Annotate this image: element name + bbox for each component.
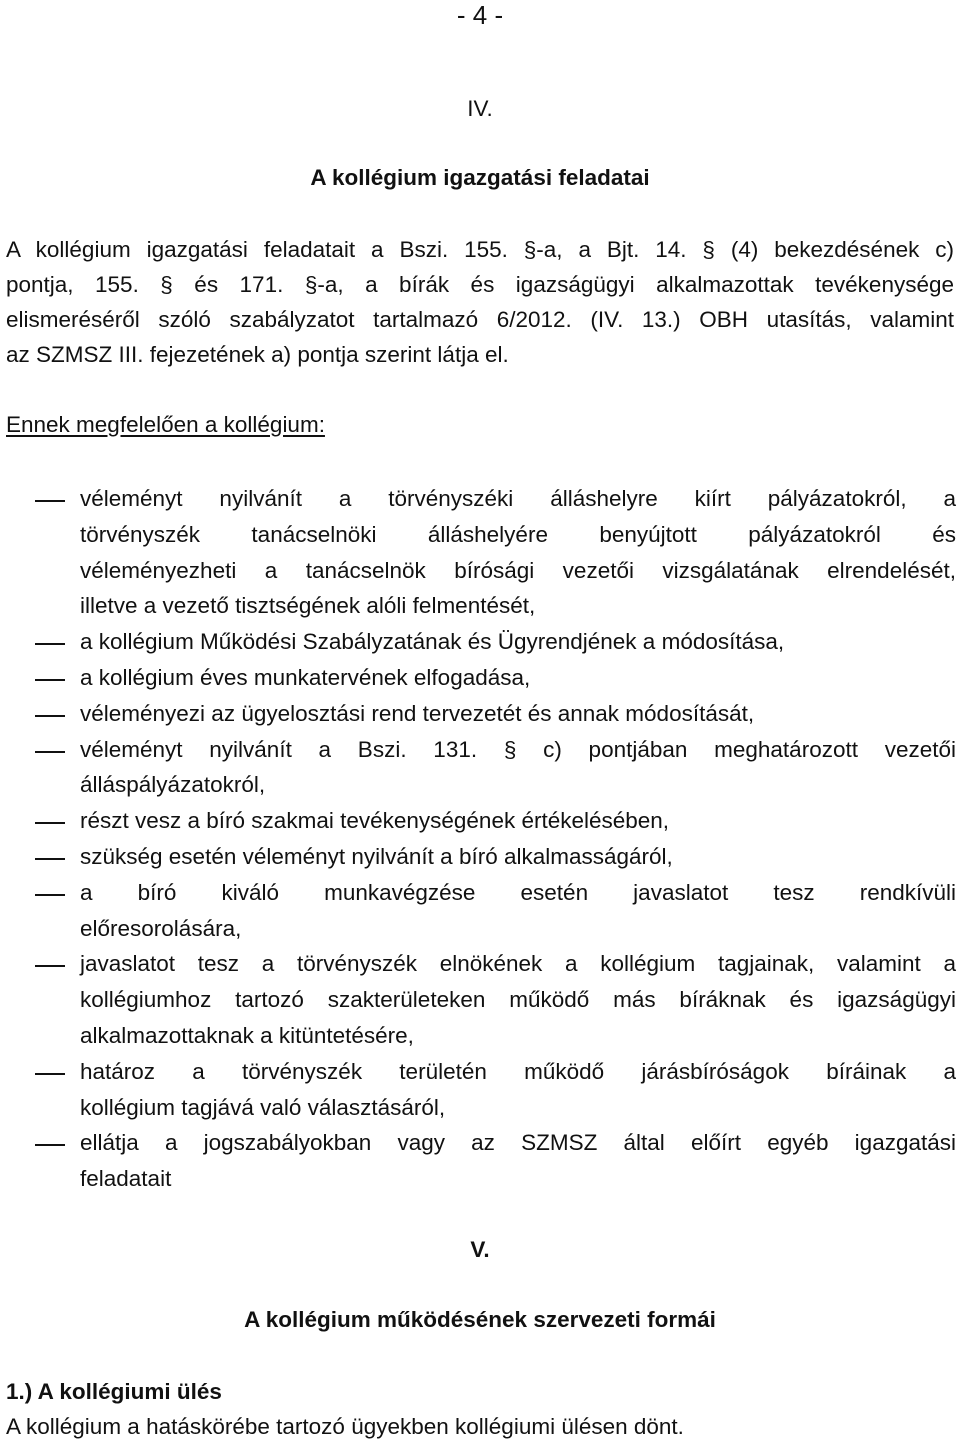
- list-item-line: javaslatot tesz a törvényszék elnökének a kollégium tagjainak, valamint a: [80, 951, 956, 977]
- list-item-line: álláspályázatokról,: [80, 772, 266, 798]
- list-item-line: véleményt nyilvánít a törvényszéki álláshelyre kiírt pályázatokról, a: [80, 486, 956, 511]
- list-item-line: ellátja a jogszabályokban vagy az SZMSZ által előírt egyéb igazgatási: [80, 1130, 956, 1156]
- dash-bullet-icon: [35, 858, 65, 860]
- intro-line: pontja, 155. § és 171. §-a, a bírák és igazságügyi alkalmazottak tevékenysége: [6, 272, 954, 297]
- subsection-heading: 1.) A kollégiumi ülés: [6, 1379, 222, 1404]
- page-number: - 4 -: [456, 0, 504, 30]
- list-item-line: véleményt nyilvánít a Bszi. 131. § c) pontjában meghatározott vezetői: [80, 736, 956, 762]
- list-item-line: véleményezheti a tanácselnök bírósági vezetői vizsgálatának elrendelését,: [80, 557, 956, 583]
- dash-bullet-icon: [35, 500, 65, 502]
- dash-bullet-icon: [35, 643, 65, 645]
- section-v-numeral: V.: [470, 1237, 490, 1262]
- dash-bullet-icon: [35, 1073, 65, 1075]
- list-item-line: alkalmazottaknak a kitüntetésére,: [80, 1022, 414, 1048]
- list-item-line: a bíró kiváló munkavégzése esetén javaslatot tesz rendkívüli: [80, 879, 956, 905]
- dash-bullet-icon: [35, 751, 65, 753]
- dash-bullet-icon: [35, 822, 65, 824]
- section-iv-heading: A kollégium igazgatási feladatai: [310, 165, 650, 190]
- list-item-line: kollégiumhoz tartozó szakterületeken működő más bíráknak és igazságügyi: [80, 987, 956, 1013]
- list-item-line: szükség esetén véleményt nyilvánít a bíró alkalmasságáról,: [80, 844, 673, 869]
- intro-line: A kollégium igazgatási feladatait a Bszi. 155. §-a, a Bjt. 14. § (4) bekezdésének c): [6, 237, 954, 262]
- dash-bullet-icon: [35, 1144, 65, 1146]
- list-item-line: előresorolására,: [80, 915, 242, 941]
- dash-bullet-icon: [35, 715, 65, 717]
- dash-bullet-icon: [35, 965, 65, 967]
- list-item-line: a kollégium Működési Szabályzatának és Ügyrendjének a módosítása,: [80, 629, 785, 655]
- list-item-line: kollégium tagjává való választásáról,: [80, 1094, 446, 1120]
- subsection-text: A kollégium a hatáskörébe tartozó ügyekben kollégiumi ülésen dönt.: [6, 1414, 684, 1439]
- list-item-line: törvényszék tanácselnöki álláshelyére benyújtott pályázatokról és: [80, 521, 956, 547]
- list-item-line: illetve a vezető tisztségének alóli felmentését,: [80, 593, 536, 619]
- list-item-line: a kollégium éves munkatervének elfogadása,: [80, 665, 531, 690]
- list-intro: Ennek megfelelően a kollégium:: [6, 412, 325, 437]
- intro-line: az SZMSZ III. fejezetének a) pontja szerint látja el.: [6, 342, 509, 367]
- section-iv-numeral: IV.: [467, 96, 493, 121]
- section-v-heading: A kollégium működésének szervezeti formái: [244, 1307, 716, 1332]
- dash-bullet-icon: [35, 894, 65, 896]
- list-item-line: határoz a törvényszék területén működő járásbíróságok bíráinak a: [80, 1058, 956, 1084]
- list-item-line: részt vesz a bíró szakmai tevékenységének értékelésében,: [80, 808, 670, 834]
- list-item-line: véleményezi az ügyelosztási rend tervezetét és annak módosítását,: [80, 700, 755, 726]
- dash-bullet-icon: [35, 679, 65, 681]
- list-item-line: feladatait: [80, 1166, 172, 1192]
- intro-line: elismeréséről szóló szabályzatot tartalmazó 6/2012. (IV. 13.) OBH utasítás, valamint: [6, 307, 954, 332]
